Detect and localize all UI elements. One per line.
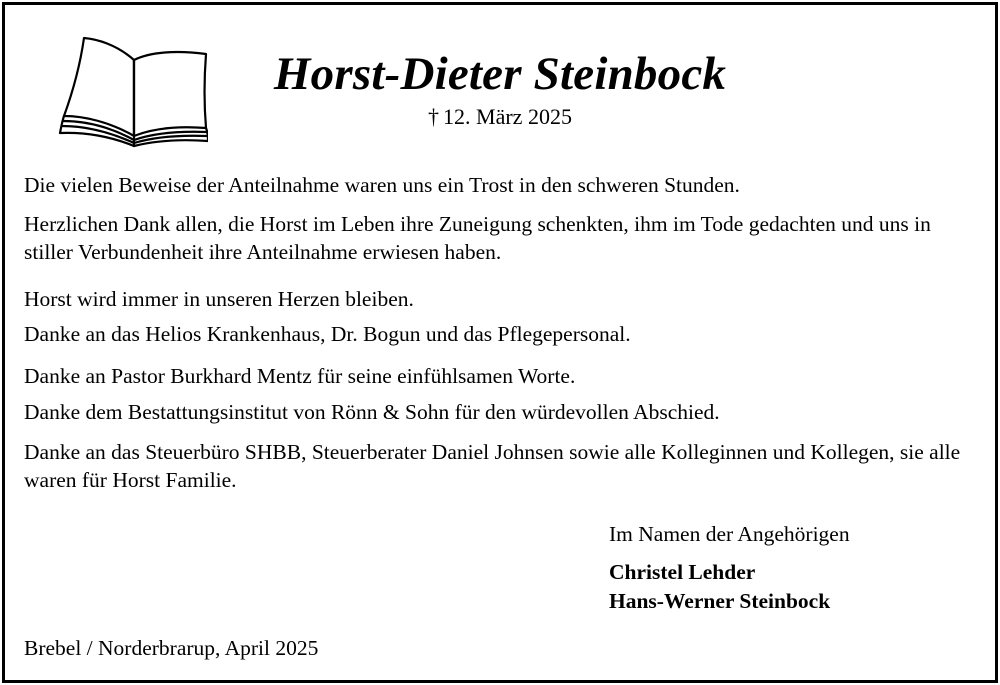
thanks-paragraph: Horst wird immer in unseren Herzen bleiben. — [24, 287, 414, 311]
thanks-paragraph: Danke an das Helios Krankenhaus, Dr. Bogun und das Pflegepersonal. — [24, 322, 631, 346]
thanks-paragraph: Danke an das Steuerbüro SHBB, Steuerberater Daniel Johnsen sowie alle Kolleginnen und Kollegen, sie alle waren für Horst Familie. — [24, 440, 961, 492]
signature-intro: Im Namen der Angehörigen — [609, 522, 850, 546]
death-date-line — [0, 103, 1000, 131]
deceased-name: Horst-Dieter Steinbock — [273, 48, 727, 100]
thanks-paragraph: Herzlichen Dank allen, die Horst im Leben ihre Zuneigung schenkten, ihm im Tode gedachten und uns in stiller Verbundenheit ihre Anteilnahme erwiesen haben. — [24, 212, 931, 264]
death-date: 12. März 2025 — [443, 104, 572, 129]
thanks-paragraph: Danke dem Bestattungsinstitut von Rönn & Sohn für den würdevollen Abschied. — [24, 400, 720, 424]
thanks-paragraph: Danke an Pastor Burkhard Mentz für seine einfühlsamen Worte. — [24, 364, 576, 388]
signatory-name: Hans-Werner Steinbock — [609, 589, 831, 613]
cross-icon: † — [428, 104, 440, 129]
thanks-paragraph: Die vielen Beweise der Anteilnahme waren uns ein Trost in den schweren Stunden. — [24, 173, 740, 197]
signatory-name: Christel Lehder — [609, 560, 756, 584]
place-date: Brebel / Norderbrarup, April 2025 — [24, 636, 319, 660]
